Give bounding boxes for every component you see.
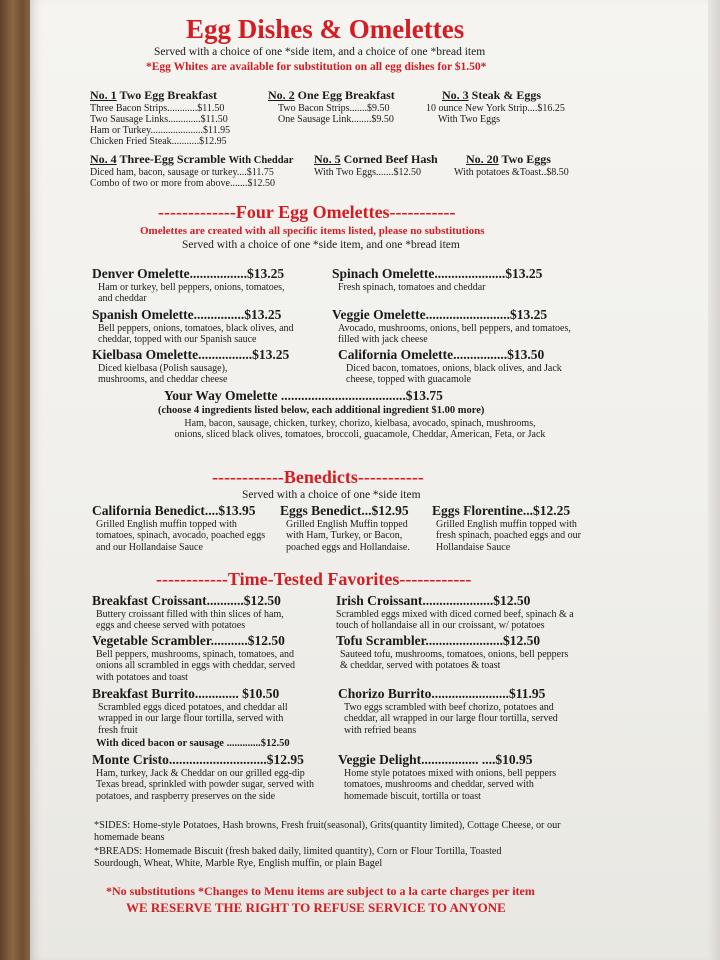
page-title: Egg Dishes & Omelettes bbox=[186, 14, 465, 44]
breakfast-line: One Sausage Link........$9.50 bbox=[278, 114, 394, 125]
breakfast-no5 bbox=[314, 152, 438, 178]
breakfast-line: Two Sausage Links.............$11.50 bbox=[90, 114, 228, 125]
menu-item bbox=[332, 307, 612, 346]
item-name: Denver Omelette.................$13.25 bbox=[92, 266, 285, 281]
benedicts-served: Served with a choice of one *side item bbox=[242, 489, 421, 501]
breakfast-title: Two Eggs bbox=[501, 152, 551, 166]
item-desc: Fresh spinach, tomatoes and cheddar bbox=[338, 282, 486, 293]
item-desc: Ham or turkey, bell peppers, onions, tomatoes, and cheddar bbox=[98, 282, 285, 305]
paper-edge bbox=[706, 0, 720, 960]
menu-item bbox=[280, 503, 440, 553]
breakfast-line: With Two Eggs.......$12.50 bbox=[314, 167, 422, 178]
page-subtitle: Served with a choice of one *side item, and a choice of one *bread item bbox=[154, 46, 486, 58]
menu-item bbox=[92, 752, 342, 802]
menu-item bbox=[338, 347, 618, 386]
item-name: Breakfast Croissant...........$12.50 bbox=[92, 593, 281, 608]
item-name: Eggs Benedict...$12.95 bbox=[280, 503, 409, 518]
your-way-ingredients: Ham, bacon, sausage, chicken, turkey, chorizo, kielbasa, avocado, spinach, mushrooms, onions, sliced black olives, tomatoes, broccoli, guacamole, Cheddar, American, Feta, or Jack bbox=[174, 418, 546, 441]
breakfast-line: Chicken Fried Steak...........$12.95 bbox=[90, 136, 227, 147]
benedicts-header: ------------Benedicts----------- bbox=[212, 467, 424, 487]
breakfast-line: Combo of two or more from above.......$12.50 bbox=[90, 178, 275, 189]
breakfast-number: No. 20 bbox=[466, 152, 499, 166]
item-desc: Diced bacon, tomatoes, onions, black olives, and Jack cheese, topped with guacamole bbox=[346, 363, 562, 386]
item-name: Tofu Scrambler.......................$12.50 bbox=[336, 633, 541, 648]
breakfast-line: Ham or Turkey.....................$11.95 bbox=[90, 125, 231, 136]
breakfast-no3 bbox=[426, 88, 565, 125]
breakfast-no1 bbox=[90, 88, 230, 147]
breakfast-line: Three Bacon Strips............$11.50 bbox=[90, 103, 225, 114]
breakfast-title: Corned Beef Hash bbox=[343, 152, 438, 166]
breakfast-number: No. 2 bbox=[268, 88, 295, 102]
breakfast-title: Two Egg Breakfast bbox=[119, 88, 218, 102]
breakfast-no4 bbox=[90, 152, 293, 189]
breakfast-no2 bbox=[268, 88, 395, 125]
breakfast-line: With potatoes &Toast..$8.50 bbox=[454, 167, 569, 178]
menu-item bbox=[92, 307, 332, 346]
item-name: Spinach Omelette.....................$13.25 bbox=[332, 266, 543, 281]
omelettes-header: -------------Four Egg Omelettes----------- bbox=[158, 202, 456, 222]
menu-item bbox=[92, 347, 332, 386]
wood-table-background bbox=[0, 0, 32, 960]
omelettes-note: Omelettes are created with all specific items listed, please no substitutions bbox=[140, 225, 485, 237]
omelettes-served: Served with a choice of one *side item, and one *bread item bbox=[182, 239, 460, 251]
breakfast-number: No. 4 bbox=[90, 152, 117, 166]
egg-whites-note: *Egg Whites are available for substitution on all egg dishes for $1.50* bbox=[146, 61, 487, 73]
menu-item bbox=[336, 593, 606, 632]
breakfast-title: One Egg Breakfast bbox=[297, 88, 395, 102]
your-way-note: (choose 4 ingredients listed below, each additional ingredient $1.00 more) bbox=[158, 405, 485, 416]
item-desc: Diced kielbasa (Polish sausage), mushrooms, and cheddar cheese bbox=[98, 363, 228, 386]
item-name: Veggie Omelette.........................$13.25 bbox=[332, 307, 548, 322]
item-desc: Scrambled eggs diced potatoes, and cheddar all wrapped in our large flour tortilla, served with fresh fruit bbox=[98, 702, 288, 736]
menu-item bbox=[92, 686, 342, 736]
breakfast-title-suffix: With Cheddar bbox=[228, 155, 294, 166]
sides-list: *SIDES: Home-style Potatoes, Hash browns, Fresh fruit(seasonal), Grits(quantity limited), Cottage Cheese, or our homemade beans bbox=[94, 820, 561, 843]
item-name: Vegetable Scrambler...........$12.50 bbox=[92, 633, 285, 648]
item-name: Chorizo Burrito.......................$11.95 bbox=[338, 686, 546, 701]
breakfast-line: 10 ounce New York Strip....$16.25 bbox=[426, 103, 565, 114]
menu-item bbox=[338, 686, 608, 736]
item-desc: Avocado, mushrooms, onions, bell peppers, and tomatoes, filled with jack cheese bbox=[338, 323, 571, 346]
item-desc: Sauteed tofu, mushrooms, tomatoes, onions, bell peppers & cheddar, served with potatoes & toast bbox=[340, 649, 569, 672]
menu-item bbox=[432, 503, 632, 553]
burrito-addon: With diced bacon or sausage .............$12.50 bbox=[96, 738, 290, 749]
menu-sheet bbox=[30, 0, 708, 960]
menu-item bbox=[92, 633, 342, 683]
breakfast-title: Three-Egg Scramble bbox=[119, 152, 226, 166]
item-name: Irish Croissant.....................$12.50 bbox=[336, 593, 531, 608]
item-desc: Buttery croissant filled with thin slices of ham, eggs and cheese served with potatoes bbox=[96, 609, 284, 632]
item-name: Spanish Omelette...............$13.25 bbox=[92, 307, 282, 322]
item-name: California Benedict....$13.95 bbox=[92, 503, 256, 518]
menu-item bbox=[332, 266, 602, 293]
menu-item bbox=[92, 503, 282, 553]
menu-item bbox=[336, 633, 606, 672]
breads-list: *BREADS: Homemade Biscuit (fresh baked daily, limited quantity), Corn or Flour Tortilla, Toasted Sourdough, Wheat, White, Marble Rye, English muffin, or plain Bagel bbox=[94, 846, 502, 869]
item-desc: Grilled English muffin topped with fresh spinach, poached eggs and our Hollandaise Sauce bbox=[436, 519, 581, 553]
breakfast-number: No. 1 bbox=[90, 88, 117, 102]
item-name: Eggs Florentine...$12.25 bbox=[432, 503, 571, 518]
breakfast-no20 bbox=[454, 152, 569, 178]
item-desc: Grilled English Muffin topped with Ham, Turkey, or Bacon, poached eggs and Hollandaise. bbox=[286, 519, 410, 553]
breakfast-number: No. 3 bbox=[442, 88, 469, 102]
item-desc: Two eggs scrambled with beef chorizo, potatoes and cheddar, all wrapped in our large flour tortilla, served with refried beans bbox=[344, 702, 558, 736]
item-desc: Home style potatoes mixed with onions, bell peppers tomatoes, mushrooms and cheddar, served with homemade biscuit, tortilla or toast bbox=[344, 768, 557, 802]
item-desc: Scrambled eggs mixed with diced corned beef, spinach & a touch of hollandaise all in our croissant, w/ potatoes bbox=[336, 609, 574, 632]
menu-item bbox=[92, 266, 332, 305]
breakfast-title: Steak & Eggs bbox=[471, 88, 542, 102]
item-name: Monte Cristo.............................$12.95 bbox=[92, 752, 304, 767]
menu-item bbox=[92, 593, 342, 632]
item-name: Kielbasa Omelette................$13.25 bbox=[92, 347, 290, 362]
favorites-header: ------------Time-Tested Favorites------------ bbox=[156, 569, 472, 589]
item-name: California Omelette................$13.50 bbox=[338, 347, 545, 362]
menu-item bbox=[338, 752, 608, 802]
breakfast-number: No. 5 bbox=[314, 152, 341, 166]
breakfast-line: Diced ham, bacon, sausage or turkey....$11.75 bbox=[90, 167, 274, 178]
your-way-omelette: Your Way Omelette .....................................$13.75 bbox=[164, 388, 443, 403]
breakfast-line: Two Bacon Strips.......$9.50 bbox=[278, 103, 390, 114]
item-desc: Bell peppers, mushrooms, spinach, tomatoes, and onions all scrambled in eggs with cheddar, served with potatoes and toast bbox=[96, 649, 295, 683]
item-name: Veggie Delight................. ....$10.95 bbox=[338, 752, 533, 767]
breakfast-line: With Two Eggs bbox=[438, 114, 501, 125]
reserve-right-note: WE RESERVE THE RIGHT TO REFUSE SERVICE TO ANYONE bbox=[126, 900, 506, 915]
no-substitutions-note: *No substitutions *Changes to Menu items are subject to a la carte charges per item bbox=[106, 884, 535, 898]
item-desc: Bell peppers, onions, tomatoes, black olives, and cheddar, topped with our Spanish sauce bbox=[98, 323, 294, 346]
item-desc: Ham, turkey, Jack & Cheddar on our grilled egg-dip Texas bread, sprinkled with powder sugar, served with potatoes, and raspberry preserves on the side bbox=[96, 768, 315, 802]
item-desc: Grilled English muffin topped with tomatoes, spinach, avocado, poached eggs and our Hollandaise Sauce bbox=[96, 519, 266, 553]
item-name: Breakfast Burrito............. $10.50 bbox=[92, 686, 280, 701]
